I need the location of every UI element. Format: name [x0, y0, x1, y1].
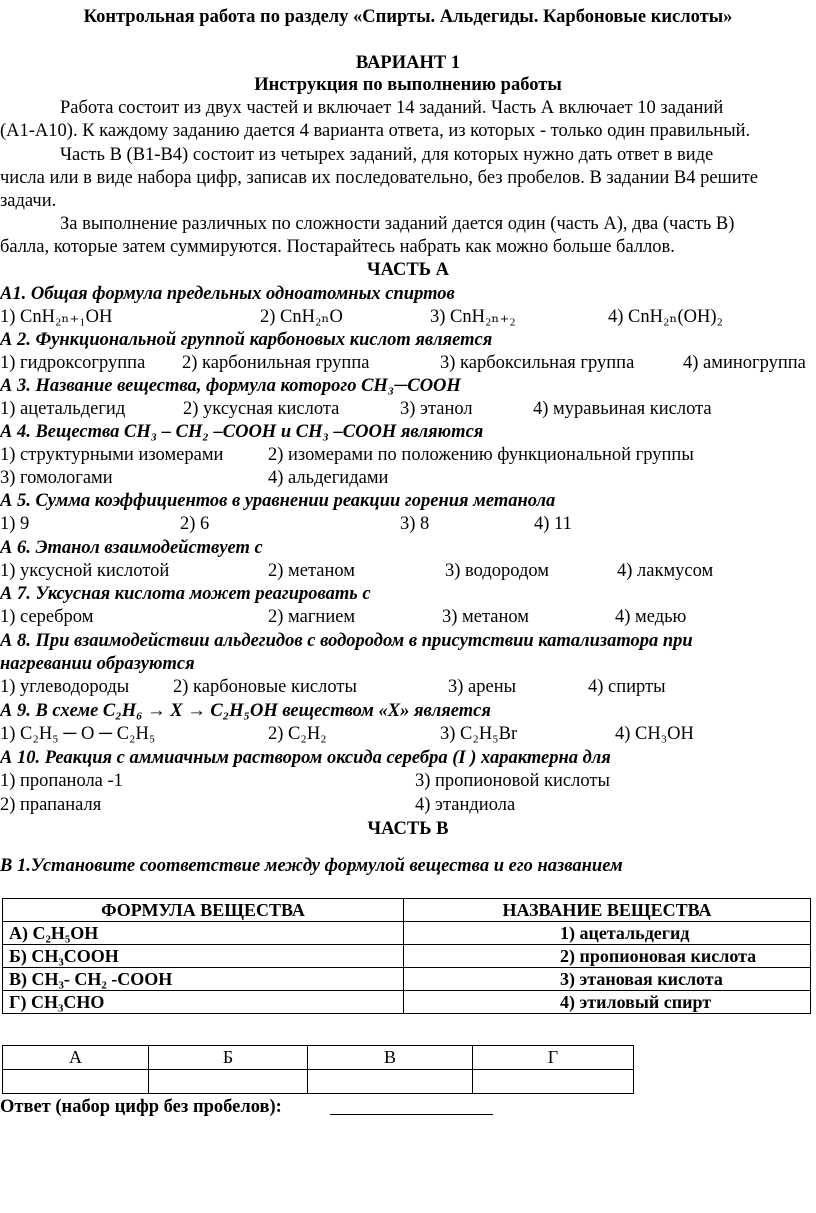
- table-cell-formula: Б) CH₃COOH: [3, 945, 404, 968]
- option-a1-1: 1) CnH₂ₙ₊₁OH: [0, 307, 113, 327]
- option-a3-1: 1) ацетальдегид: [0, 399, 126, 419]
- option-a5-3: 3) 8: [400, 514, 430, 534]
- option-a3-2: 2) уксусная кислота: [183, 399, 340, 419]
- question-a2: А 2. Функциональной группой карбоновых кислот является: [0, 330, 493, 350]
- option-a1-3: 3) CnH₂ₙ₊₂: [430, 307, 516, 327]
- option-a6-3: 3) водородом: [445, 561, 550, 581]
- table-header-formula: ФОРМУЛА ВЕЩЕСТВА: [3, 899, 404, 922]
- match-table: [2, 898, 811, 1014]
- option-a8-1: 1) углеводороды: [0, 677, 130, 697]
- question-a4: А 4. Вещества CH₃ – CH₂ –COOH и CH₃ –COOH являются: [0, 422, 484, 442]
- table-cell-formula: А) C₂H₅OH: [3, 922, 404, 945]
- option-a5-4: 4) 11: [534, 514, 572, 534]
- instruction-line: числа или в виде набора цифр, записав их последовательно, без пробелов. В задании В4 решите: [0, 168, 759, 188]
- option-a6-1: 1) уксусной кислотой: [0, 561, 170, 581]
- option-a2-1: 1) гидроксогруппа: [0, 353, 146, 373]
- part-a-heading: ЧАСТЬ А: [367, 260, 449, 280]
- instruction-heading: Инструкция по выполнению работы: [254, 75, 562, 95]
- table-row: [3, 968, 811, 991]
- answer-blank-line[interactable]: [330, 1114, 493, 1115]
- option-a8-4: 4) спирты: [588, 677, 666, 697]
- option-a3-3: 3) этанол: [400, 399, 473, 419]
- table-cell-formula: Г) CH₃CHO: [3, 991, 404, 1014]
- option-a10-3: 3) пропионовой кислоты: [415, 771, 610, 791]
- variant-heading: ВАРИАНТ 1: [355, 53, 461, 73]
- option-a4-2: 2) изомерами по положению функциональной группы: [268, 445, 694, 465]
- option-a10-2: 2) прапаналя: [0, 795, 102, 815]
- option-a8-3: 3) арены: [448, 677, 517, 697]
- table-row: [3, 945, 811, 968]
- question-a5: А 5. Сумма коэффициентов в уравнении реакции горения метанола: [0, 491, 556, 511]
- table-cell-name: 1) ацетальдегид: [404, 922, 811, 945]
- question-a1: А1. Общая формула предельных одноатомных спиртов: [0, 284, 455, 304]
- option-a7-3: 3) метаном: [442, 607, 529, 627]
- option-a9-2: 2) C₂H₂: [268, 724, 327, 744]
- option-a6-4: 4) лакмусом: [617, 561, 714, 581]
- option-a10-1: 1) пропанола -1: [0, 771, 123, 791]
- answer-label: Ответ (набор цифр без пробелов):: [0, 1097, 282, 1117]
- question-b1: В 1.Установите соответствие между формулой вещества и его названием: [0, 856, 623, 876]
- answer-header-g: Г: [473, 1046, 634, 1070]
- option-a2-4: 4) аминогруппа: [683, 353, 806, 373]
- instruction-line: балла, которые затем суммируются. Постарайтесь набрать как можно больше баллов.: [0, 237, 675, 257]
- answer-cell-g[interactable]: [473, 1070, 634, 1094]
- option-a1-2: 2) CnH₂ₙO: [260, 307, 343, 327]
- answer-cell-b[interactable]: [149, 1070, 308, 1094]
- table-row: [3, 1046, 634, 1070]
- table-cell-formula: В) CH₃- CH₂ -COOH: [3, 968, 404, 991]
- table-header-name: НАЗВАНИЕ ВЕЩЕСТВА: [404, 899, 811, 922]
- question-a8-cont: нагревании образуются: [0, 654, 195, 674]
- answer-table: [2, 1045, 634, 1094]
- answer-cell-a[interactable]: [3, 1070, 149, 1094]
- table-cell-name: 3) этановая кислота: [404, 968, 811, 991]
- question-a3: А 3. Название вещества, формула которого CH₃─COOH: [0, 376, 461, 396]
- instruction-line: Работа состоит из двух частей и включает 14 заданий. Часть А включает 10 заданий: [60, 98, 724, 118]
- option-a4-4: 4) альдегидами: [268, 468, 389, 488]
- option-a1-4: 4) CnH₂ₙ(OH)₂: [608, 307, 723, 327]
- table-row: [3, 991, 811, 1014]
- instruction-line: За выполнение различных по сложности заданий дается один (часть А), два (часть В): [60, 214, 735, 234]
- option-a7-2: 2) магнием: [268, 607, 356, 627]
- table-cell-name: 2) пропионовая кислота: [404, 945, 811, 968]
- answer-header-a: А: [3, 1046, 149, 1070]
- option-a2-3: 3) карбоксильная группа: [440, 353, 635, 373]
- instruction-line: задачи.: [0, 191, 57, 211]
- question-a6: А 6. Этанол взаимодействует с: [0, 538, 263, 558]
- answer-header-v: В: [308, 1046, 473, 1070]
- document-title: Контрольная работа по разделу «Спирты. Альдегиды. Карбоновые кислоты»: [83, 7, 733, 27]
- option-a10-4: 4) этандиола: [415, 795, 516, 815]
- option-a4-3: 3) гомологами: [0, 468, 113, 488]
- table-cell-name: 4) этиловый спирт: [404, 991, 811, 1014]
- table-row: [3, 1070, 634, 1094]
- option-a6-2: 2) метаном: [268, 561, 355, 581]
- answer-cell-v[interactable]: [308, 1070, 473, 1094]
- answer-header-b: Б: [149, 1046, 308, 1070]
- option-a8-2: 2) карбоновые кислоты: [173, 677, 357, 697]
- option-a5-1: 1) 9: [0, 514, 30, 534]
- question-a7: А 7. Уксусная кислота может реагировать с: [0, 584, 371, 604]
- table-row: [3, 899, 811, 922]
- option-a3-4: 4) муравьиная кислота: [533, 399, 712, 419]
- instruction-line: Часть В (В1-В4) состоит из четырех заданий, для которых нужно дать ответ в виде: [60, 145, 714, 165]
- option-a9-3: 3) C₂H₅Br: [440, 724, 518, 744]
- option-a7-1: 1) серебром: [0, 607, 94, 627]
- question-a8: А 8. При взаимодействии альдегидов с водородом в присутствии катализатора при: [0, 631, 693, 651]
- option-a9-4: 4) CH₃OH: [615, 724, 694, 744]
- option-a9-1: 1) C₂H₅ ─ O ─ C₂H₅: [0, 724, 156, 744]
- question-a10: А 10. Реакция с аммиачным раствором оксида серебра (I ) характерна для: [0, 748, 611, 768]
- option-a7-4: 4) медью: [615, 607, 687, 627]
- instruction-line: (А1-А10). К каждому заданию дается 4 варианта ответа, из которых - только один правильный.: [0, 121, 751, 141]
- option-a2-2: 2) карбонильная группа: [182, 353, 370, 373]
- question-a9: А 9. В схеме C₂H₆ → X → C₂H₅OH веществом «Х» является: [0, 701, 491, 721]
- table-row: [3, 922, 811, 945]
- option-a5-2: 2) 6: [180, 514, 210, 534]
- part-b-heading: ЧАСТЬ В: [367, 819, 449, 839]
- option-a4-1: 1) структурными изомерами: [0, 445, 224, 465]
